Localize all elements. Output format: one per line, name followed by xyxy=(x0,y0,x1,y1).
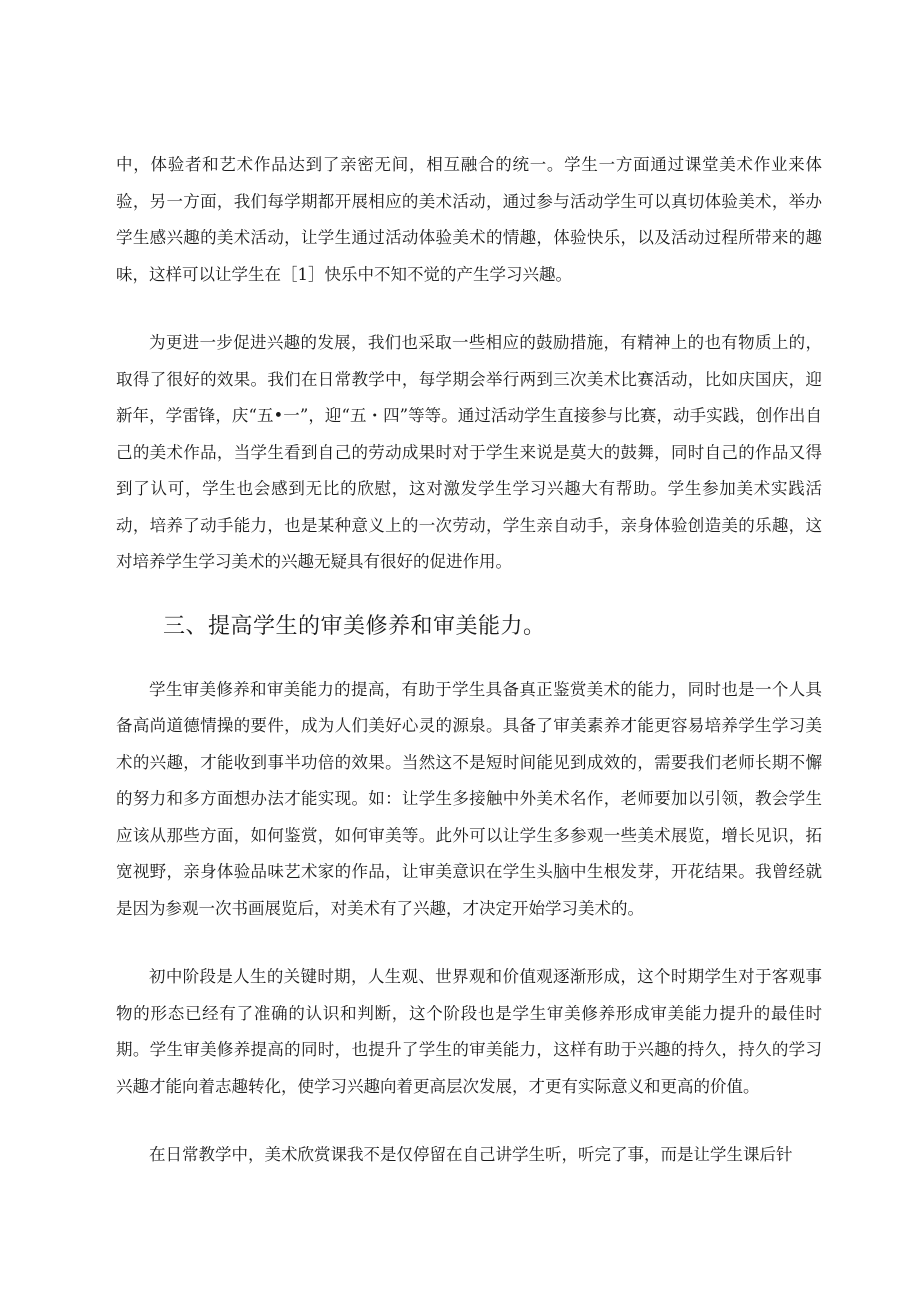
paragraph-continued: 中，体验者和艺术作品达到了亲密无间，相互融合的统一。学生一方面通过课堂美术作业来体验，另一方面，我们每学期都开展相应的美术活动，通过参与活动学生可以真切体验美术，举办学生感兴趣的美术活动，让学生通过活动体验美术的情趣，体验快乐，以及活动过程所带来的趣味，这样可以让学生在［1］快乐中不知不觉的产生学习兴趣。 xyxy=(116,155,822,284)
section-heading: 三、提高学生的审美修养和审美能力。 xyxy=(163,613,546,639)
paragraph-aesthetic-ability: 学生审美修养和审美能力的提高，有助于学生具备真正鉴赏美术的能力，同时也是一个人具备高尚道德情操的要件，成为人们美好心灵的源泉。具备了审美素养才能更容易培养学生学习美术的兴趣，才能收到事半功倍的效果。当然这不是短时间能见到成效的，需要我们老师长期不懈的努力和多方面想办法才能实现。如：让学生多接触中外美术名作，老师要加以引领，教会学生应该从那些方面，如何鉴赏，如何审美等。此外可以让学生多参观一些美术展览，增长见识，拓宽视野，亲身体验品味艺术家的作品，让审美意识在学生头脑中生根发芽，开花结果。我曾经就是因为参观一次书画展览后，对美术有了兴趣，才决定开始学习美术的。 xyxy=(116,679,822,918)
paragraph-appreciation-class: 在日常教学中，美术欣赏课我不是仅停留在自己讲学生听，听完了事，而是让学生课后针 xyxy=(149,1145,793,1164)
paragraph-encouragement: 为更进一步促进兴趣的发展，我们也采取一些相应的鼓励措施，有精神上的也有物质上的，取得了很好的效果。我们在日常教学中，每学期会举行两到三次美术比赛活动，比如庆国庆，迎新年，学雷锋，庆“五•一”，迎“五・四”等等。通过活动学生直接参与比赛，动手实践，创作出自己的美术作品，当学生看到自己的劳动成果时对于学生来说是莫大的鼓舞，同时自己的作品又得到了认可，学生也会感到无比的欣慰，这对激发学生学习兴趣大有帮助。学生参加美术实践活动，培养了动手能力，也是某种意义上的一次劳动，学生亲自动手，亲身体验创造美的乐趣，这对培养学生学习美术的兴趣无疑具有很好的促进作用。 xyxy=(116,333,822,571)
document-page xyxy=(116,147,822,1174)
paragraph-junior-high: 初中阶段是人生的关键时期，人生观、世界观和价值观逐渐形成，这个时期学生对于客观事物的形态已经有了准确的认识和判断，这个阶段也是学生审美修养形成审美能力提升的最佳时期。学生审美修养提高的同时，也提升了学生的审美能力，这样有助于兴趣的持久，持久的学习兴趣才能向着志趣转化，使学习兴趣向着更高层次发展，才更有实际意义和更高的价值。 xyxy=(116,967,822,1096)
